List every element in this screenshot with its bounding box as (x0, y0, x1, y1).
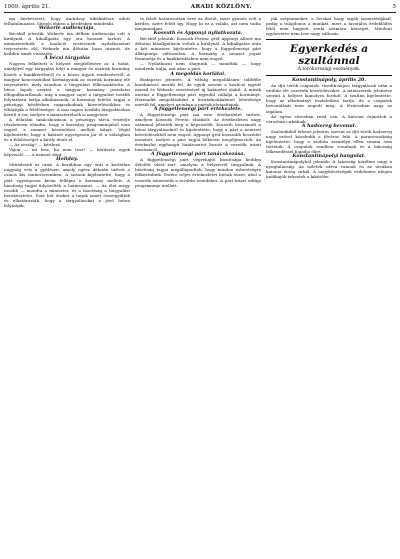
headline-title: Egyerkedés a szultánnal (289, 43, 368, 68)
paragraph: Nagyon felkeltett a helyzet megítélésére az a tudat, amelylyel egy tárgyalás folyt a magyar és osztrák kormány között a bankkérdésről és a közös ügyek rendezéséről. A magyar koncessziókat kormányunk az osztrák kormány elé terjesztette, mely azonban a tárgyalást félbeszakította. A bécsi lapok szerint a magyar kormány javaslatai elfogadhatatlanok, míg a magyar sajtó a tárgyalást tovább folytatásra tartja alkalmasnak. A kormány felelős tagjai a pénzügyi kérdésben ragaszkodnak követeléseikhez és elhárítják a felelősséget. A mai napon további tárgyalásokra került a sor, melyen a miniszterelnök is megjelent. (4, 61, 130, 117)
section-heading: A megoldás korlátai. (170, 70, 226, 77)
section-heading: A hadsereg bevonul. (301, 122, 357, 129)
paragraph: Konstantinápolyból jelentik: A lakosság körében nagy a nyugtalanság. Az üzletek zárva vannak és az utcákon katonai őrség cirkál. A nagykövetségek védelmére idegen hadihajók érkeztek a kikötőbe. (266, 158, 392, 180)
dateline: Konstantinápoly, április 20. (291, 77, 367, 84)
paragraph: Bécsből jelentik: Wekerle ma délben audiencián volt a királynál. A kihallgatás egy óra hosszat tartott. A miniszterelnök a koalició vezéreinek nyilatkozatait terjesztette elő. Wekerle ma délután haza utazott, de kedden ismét visszajön. (4, 31, 130, 57)
section-heading: Kossuth és Apponyi nyilatkozata. (153, 30, 243, 37)
paragraph: Vajon — mi lesz, ha nem lesz? — kérdezte egyik képviselő. — A nemzet dönt. (4, 147, 130, 158)
section-heading: Holiday. (56, 156, 78, 163)
column-3 (266, 16, 392, 559)
headline-subtitle: A törökországi események. (297, 67, 361, 73)
paragraph: Bécsből jelentik: Kossuth Ferenc gróf Apponyi Albert ma délután kihallgatáson voltak a királynál. A kihallgatás után a két miniszter kijelentette, hogy a függetlenségi párt álláspontja változatlan. A kormány a nemzet jogait fenntartja és a bankkérdésben nem enged. (135, 36, 261, 62)
paragraph: — Az ország? — kérdezé. (9, 142, 62, 148)
paragraph: Az ifjú török csapatok, tizedik-napos tárgyalások után a szultán elé vezették követeléseiket. A miniszterek jelentése szerint a helyzet komolyra fordult. A szultán kijelentette, hogy az alkotmányt tiszteletben tartja, de a csapatok bevonulását nem engedi meg. A fővárosban nagy az izgalom. (266, 83, 392, 114)
section-heading: Konstantinápolyi hangulat. (292, 152, 366, 159)
paragraph: A függetlenségi párt végrehajtó bizottsága kedden délelőtt ülést tart, amelyen a helyzetről tárgyalnak. A bizottság tagjai megállapodtak, hogy minden eshetőségre felkészülnek. Estére teljes értekezletet hívtak össze, ahol a vezetők ismertetik a további teendőket. A párt kitart eddigi programmja mellett. (135, 157, 261, 188)
headline-box (266, 39, 392, 76)
section-heading: A bécsi tárgyalás (44, 55, 90, 62)
paragraph: ma hirdettetett, hogy Andrássy kibékülésre adott felhatalmazást. Sürgős ebben a kérdésben mindenki. (4, 16, 130, 27)
paragraph: Budapesti jelentés. A válság megoldására többféle kombináció merült fel. Az egyik szerint a koalició együtt marad és Wekerle vezetésével új kabinetet alakít. A másik szerint a függetlenségi párt egyedül vállalja a kormányt. Harmadik megoldásként a hivatalnokkabinet lehetősége merült fel, amelyet azonban a pártok elutasítanak. (135, 76, 261, 107)
paragraph: jük szépnemeket, a lovakat hogy egyik szomszédjánál, pedig a tulajdonos a munkát, mert a hivatalos érdeklődés felől nem hagyott senki számára kétséget. Mindent egybevetve nem lesz nagy változás. (266, 16, 392, 37)
paragraph: te felelt határozottan erre az illetőt, mert gyanús volt a kérdés, azért felelt így. Hogy ki ez a valaki, azt nem tudta megmondani. (135, 16, 261, 32)
paragraph: A délutáni tanácskozáson a pénzügyi tárca vezetője részletesen előadta, hogy a kormány programmjából nem enged, a nemzet követelései mellett kitart. Végül kijelentette, hogy a kabinet egységesen jár el a válságban és a felelősséget a király dönti el. (4, 116, 130, 143)
section-heading: A függetlenségi párt értekezlete. (153, 105, 243, 112)
section-heading: Wekerle audienciája. (38, 25, 96, 32)
newspaper-title: ARADI KÖZLÖNY. (190, 4, 252, 10)
paragraph: Az egész városban rend van. A katonai őrjáratok a városban cirkálnak. (266, 113, 392, 124)
column-1 (4, 16, 130, 559)
column-2 (135, 16, 261, 559)
paragraph: Mitiádesek az urak. A korábban egy órát a korlátlan nagyság vett a gyűlésen, amely egész délután tartott a csinos kis tanácsteremben. A szónok kijelentette, hogy a párt egységesen kíván fellépni a kormány mellett. A bizottság tagjai üdvözölték a határozatot. — Az élet megy tovább — mondta a miniszter, és a bizottság a tárgyalást berekesztette. Este hét órakor a tagok ismét összegyűltek és elhatározták, hogy a tárgyalásokat a jövő héten folytatják. (4, 162, 130, 208)
paragraph: Szalonikiből érkező jelentés szerint az ifjú török hadsereg nagy erővel közeledik a főváros felé. A parancsnokság kijelentette, hogy a szultán személye ellen semmi sem történik. A csapatok rendben vonulnak és a lakosság lelkesedéssel fogadja őket. (266, 128, 392, 154)
page-header (4, 3, 396, 13)
page-date: 1909. április 21. (4, 4, 51, 10)
paragraph: — Nyilatkozni nem óhajtunk — mondták —, hogy mindenki tudja, mit akar a párt. (135, 61, 261, 72)
paragraph: A függetlenségi párt ma este értekezletet tartott, amelyen Kossuth Ferenc elnökölt. Az értekezleten nagy számmal jelentek meg a képviselők. Kossuth beszámolt a bécsi tárgyalásokról és kijelentette, hogy a párt a nemzeti követelésekből nem enged. Apponyi gróf hosszabb beszédet mondott, melyet a párt tagjai lelkesen megéljeneztek. Az értekezlet egyhangú határozatot hozott a vezetők iránti bizalomról. (135, 111, 261, 153)
section-heading: A függetlenségi párt tanácskozása. (150, 151, 246, 158)
page-number: 5 (392, 4, 396, 10)
